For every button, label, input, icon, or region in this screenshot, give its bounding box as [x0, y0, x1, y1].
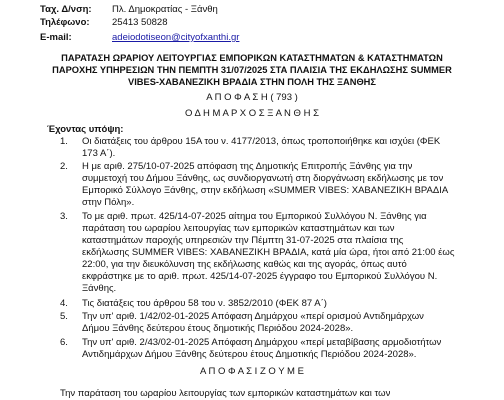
- email-line: [40, 32, 240, 44]
- item-3-line-1: Το με αριθ. πρωτ. 425/14-07-2025 αίτημα του Εμπορικού Συλλόγου Ν. Ξάνθης για: [82, 211, 427, 222]
- item-1-line-1: Οι διατάξεις του άρθρου 15Α του ν. 4177/2013, όπως τροποποιήθηκε και ισχύει (ΦΕΚ: [82, 136, 441, 147]
- title-line-3: VIBES-ΧΑΒΑΝΕΖΙΚΗ ΒΡΑΔΙΑ ΣΤΗΝ ΠΟΛΗ ΤΗΣ ΞΑΝΘΗΣ: [128, 77, 376, 87]
- item-3-line-3: καταστημάτων παροχής υπηρεσιών την Πέμπτη 31-07-2025 στα πλαίσια της: [82, 235, 404, 246]
- item-6-line-1: Την υπ' αριθ. 2/43/02-01-2025 Απόφαση Δημάρχου «περί μεταβίβασης αρμοδιοτήτων: [82, 337, 442, 348]
- considering-heading: Έχοντας υπόψη:: [47, 124, 124, 135]
- item-number: 4.: [60, 298, 68, 309]
- email-label: E-mail:: [40, 32, 72, 43]
- address-line: [40, 4, 218, 16]
- item-6-line-2: Αντιδημάρχων Δήμου Ξάνθης δεύτερου έτους Δημοτικής Περιόδου 2024-2028».: [82, 349, 417, 360]
- item-3-line-5: 22:00, για την διευκόλυνση της εκδήλωσης καθώς και της αγοράς, όπως αυτό: [82, 259, 407, 270]
- title-line-2: ΠΑΡΟΧΗΣ ΥΠΗΡΕΣΙΩΝ ΤΗΝ ΠΕΜΠΤΗ 31/07/2025 ΣΤΑ ΠΛΑΙΣΙΑ ΤΗΣ ΕΚΔΗΛΩΣΗΣ SUMMER: [52, 65, 452, 75]
- item-5-line-2: Δήμου Ξάνθης δεύτερου έτους δημοτικής Περιόδου 2024-2028».: [82, 323, 354, 334]
- item-3-line-2: παράταση του ωραρίου λειτουργίας των εμπορικών καταστημάτων και των: [82, 223, 395, 234]
- item-5-line-1: Την υπ' αριθ. 1/42/02-01-2025 Απόφαση Δημάρχου «περί ορισμού Αντιδημάρχων: [82, 311, 424, 322]
- item-3-line-4: εκδήλωσης SUMMER VIBES: ΧΑΒΑΝΕΖΙΚΗ ΒΡΑΔΙΑ, κατά μία ώρα, ήτοι από 21:00 έως: [82, 247, 455, 258]
- decide-heading: Α Π Ο Φ Α Σ Ι Ζ Ο Υ Μ Ε: [200, 366, 304, 377]
- item-number: 1.: [60, 136, 68, 147]
- title-line-1: ΠΑΡΑΤΑΣΗ ΩΡΑΡΙΟΥ ΛΕΙΤΟΥΡΓΙΑΣ ΕΜΠΟΡΙΚΩΝ ΚΑΤΑΣΤΗΜΑΤΩΝ & ΚΑΤΑΣΤΗΜΑΤΩΝ: [61, 53, 443, 63]
- item-number: 2.: [60, 161, 68, 172]
- item-2-line-1: Η με αριθ. 275/10-07-2025 απόφαση της Δημοτικής Επιτροπής Ξάνθης για την: [82, 161, 413, 172]
- item-2-line-2: συμμετοχή του Δήμου Ξάνθης, ως συνδιοργανωτή στη διοργάνωση εκδήλωσης με τον: [82, 173, 444, 184]
- item-4-line-1: Τις διατάξεις του άρθρου 58 του ν. 3852/2010 (ΦΕΚ 87 Α΄): [82, 298, 327, 309]
- item-2-line-4: στην Πόλη».: [82, 197, 135, 208]
- mayor-heading: Ο Δ Η Μ Α Ρ Χ Ο Σ Ξ Α Ν Θ Η Σ: [185, 108, 319, 119]
- phone-line: [40, 17, 168, 29]
- item-3-line-6: εκφράστηκε με το αριθ. πρωτ. 425/14-07-2025 έγγραφο του Εμπορικού Συλλόγου Ν.: [82, 271, 438, 282]
- email-link[interactable]: adeiodotiseon@cityofxanthi.gr: [112, 32, 240, 43]
- address-value: Πλ. Δημοκρατίας - Ξάνθη: [112, 4, 218, 15]
- item-1-line-2: 173 Α΄).: [82, 148, 116, 159]
- item-number: 5.: [60, 311, 68, 322]
- item-2-line-3: Εμπορικό Σύλλογο Ξάνθης, στην εκδήλωση «SUMMER VIBES: ΧΑΒΑΝΕΖΙΚΗ ΒΡΑΔΙΑ: [82, 185, 449, 196]
- phone-value: 25413 50828: [112, 17, 168, 28]
- decision-number: Α Π Ο Φ Α Σ Η ( 793 ): [206, 92, 298, 103]
- final-line: Την παράταση του ωραρίου λειτουργίας των εμπορικών καταστημάτων και των: [60, 388, 391, 399]
- address-label: Ταχ. Δ/νση:: [40, 4, 92, 15]
- item-number: 3.: [60, 211, 68, 222]
- item-number: 6.: [60, 337, 68, 348]
- item-3-line-7: Ξάνθης.: [82, 283, 117, 294]
- phone-label: Τηλέφωνο:: [40, 17, 90, 28]
